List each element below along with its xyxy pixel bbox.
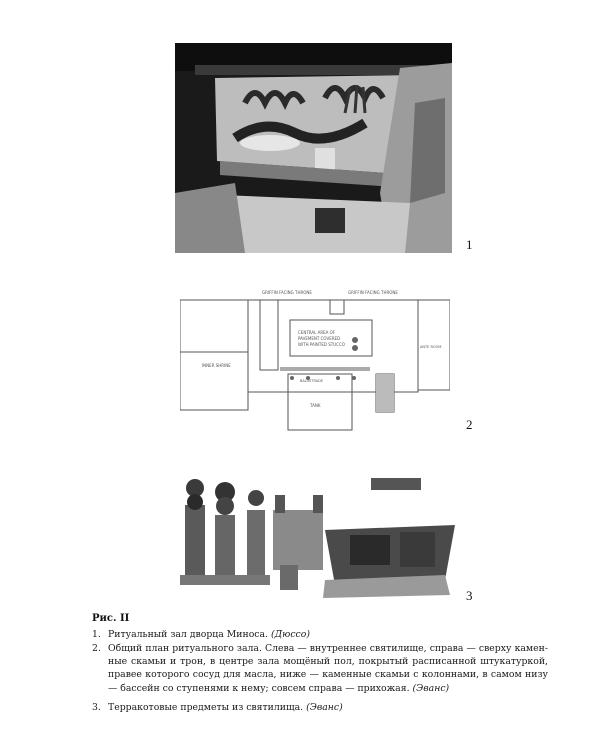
terracotta-photo-drawing — [175, 470, 458, 598]
plan-label-inner-shrine: INNER SHRINE — [202, 363, 231, 368]
caption-item-text: Ритуальный зал дворца Миноса. — [108, 629, 268, 640]
caption-item-author: (Эванс) — [412, 682, 450, 694]
throne-room-photo-drawing — [175, 43, 452, 253]
caption-item-1 — [92, 628, 550, 642]
caption-item-number: 1. — [92, 629, 101, 640]
caption-item-3 — [92, 701, 550, 715]
svg-text:PAVEMENT COVERED: PAVEMENT COVERED — [298, 336, 341, 341]
plan-label-griffin-right: GRIFFIN FACING THRONE — [348, 290, 398, 295]
figure-number-2: 2 — [466, 417, 473, 432]
plan-drawing — [180, 282, 450, 440]
caption-item-number: 3. — [92, 702, 101, 713]
svg-text:WITH PAINTED STUCCO: WITH PAINTED STUCCO — [298, 342, 345, 347]
caption-item-author: (Эванс) — [306, 702, 343, 713]
photo-throne-room — [175, 43, 452, 253]
plan-label-griffin-left: GRIFFIN FACING THRONE — [262, 290, 312, 295]
caption-item-text: Общий план ритуального зала. Слева — внутреннее святилище, справа — сверху камен-ные скамьи и трон, в центре зала мощёный пол, покрытый расписанной штукатуркой, правее которого сосуд для масла, ниже — каменные скамьи с колоннами, в самом низу — бассейн со ступенями к нему; совсем справа — прихожая. — [108, 643, 548, 694]
plan-label-central: CENTRAL AREA OF — [298, 330, 336, 335]
plan-label-balustrade: BALUSTRADE — [300, 379, 324, 383]
plan-label-ante-room: ANTE ROOM — [420, 345, 442, 349]
caption-item-number: 2. — [92, 643, 101, 654]
figure-number-1: 1 — [466, 237, 473, 252]
figure-number-3: 3 — [466, 588, 473, 603]
photo-terracotta-objects — [175, 470, 458, 598]
caption-title: Рис. II — [92, 613, 130, 624]
caption-item-text: Терракотовые предметы из святилища. — [108, 702, 304, 713]
plan-label-tank: TANK — [310, 403, 321, 408]
throne-room-plan — [180, 282, 450, 440]
caption-item-author: (Дюссо) — [270, 629, 310, 640]
caption-item-2 — [92, 642, 550, 700]
